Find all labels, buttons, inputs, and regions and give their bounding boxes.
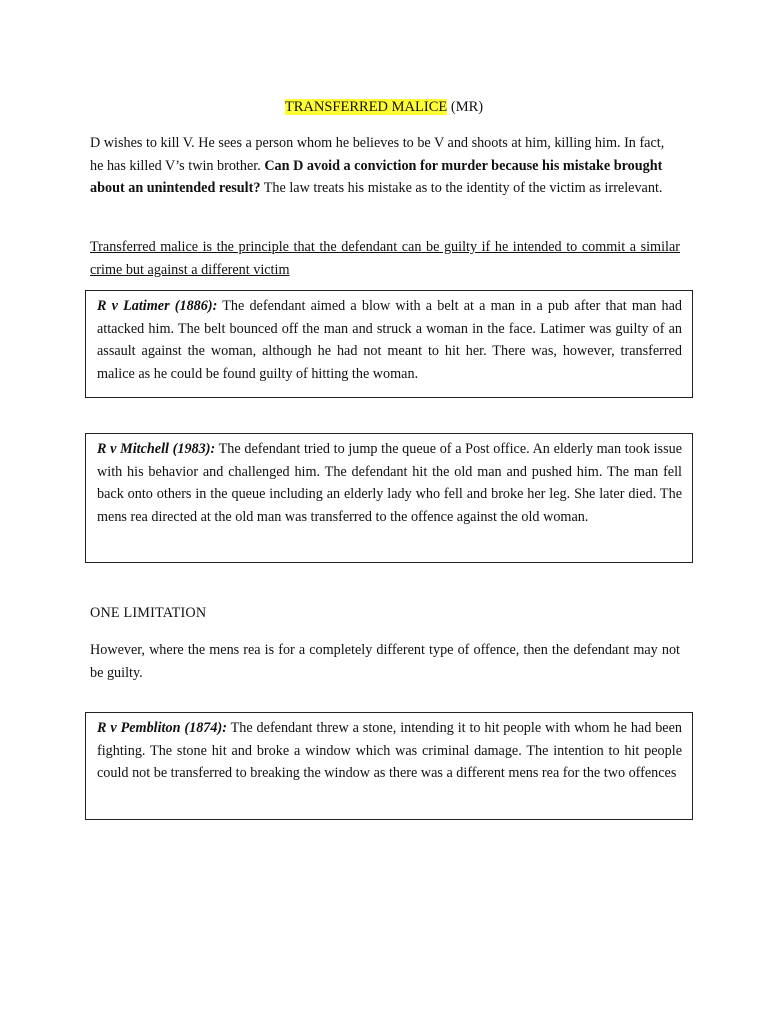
case-text: The defendant tried to jump the queue of a Post office. An elderly man took issue with his behavior and challenged him. The defendant hit the old man and pushed him. The man fell back onto others in the queue including an elderly lady who fell and broke her leg. She later died. The mens rea directed at the old man was transferred to the offence against the old woman. <box>97 441 682 525</box>
case-name: R v Mitchell (1983): <box>97 441 216 457</box>
case-text: The defendant aimed a blow with a belt at a man in a pub after that man had attacked him. The belt bounced off the man and struck a woman in the face. Latimer was guilty of an assault against the woman, although he had not meant to hit her. There was, however, transferred malice as he could be found guilty of hitting the woman. <box>97 298 682 382</box>
case-name: R v Latimer (1886): <box>97 298 218 314</box>
definition-paragraph: Transferred malice is the principle that the defendant can be guilty if he intended to commit a similar crime but against a different victim <box>90 239 680 278</box>
intro-text-1: D wishes to kill V. He sees a person whom he believes to be V and shoots at him, killing him. In fact, he has killed V’s twin brother. <box>90 135 665 174</box>
case-name: R v Pembliton (1874): <box>97 720 227 736</box>
document-title <box>0 97 768 117</box>
case-text: The defendant threw a stone, intending it to hit people with whom he had been fighting. The stone hit and broke a window which was criminal damage. The intention to hit people could not be transferred to breaking the window as there was a different mens rea for the two offences <box>97 720 682 781</box>
case-box-pembliton <box>85 712 693 820</box>
intro-text-2: The law treats his mistake as to the identity of the victim as irrelevant. <box>260 180 663 196</box>
section-heading-limitation: ONE LIMITATION <box>90 605 207 621</box>
case-box-mitchell <box>85 433 693 563</box>
limitation-paragraph: However, where the mens rea is for a completely different type of offence, then the defendant may not be guilty. <box>90 642 680 681</box>
intro-paragraph <box>90 132 680 200</box>
intro-question: Can D avoid a conviction for murder because his mistake brought about an unintended result? <box>90 157 663 196</box>
title-suffix: (MR) <box>447 99 484 115</box>
title-highlighted: TRANSFERRED MALICE <box>284 99 448 115</box>
case-box-latimer <box>85 290 693 398</box>
